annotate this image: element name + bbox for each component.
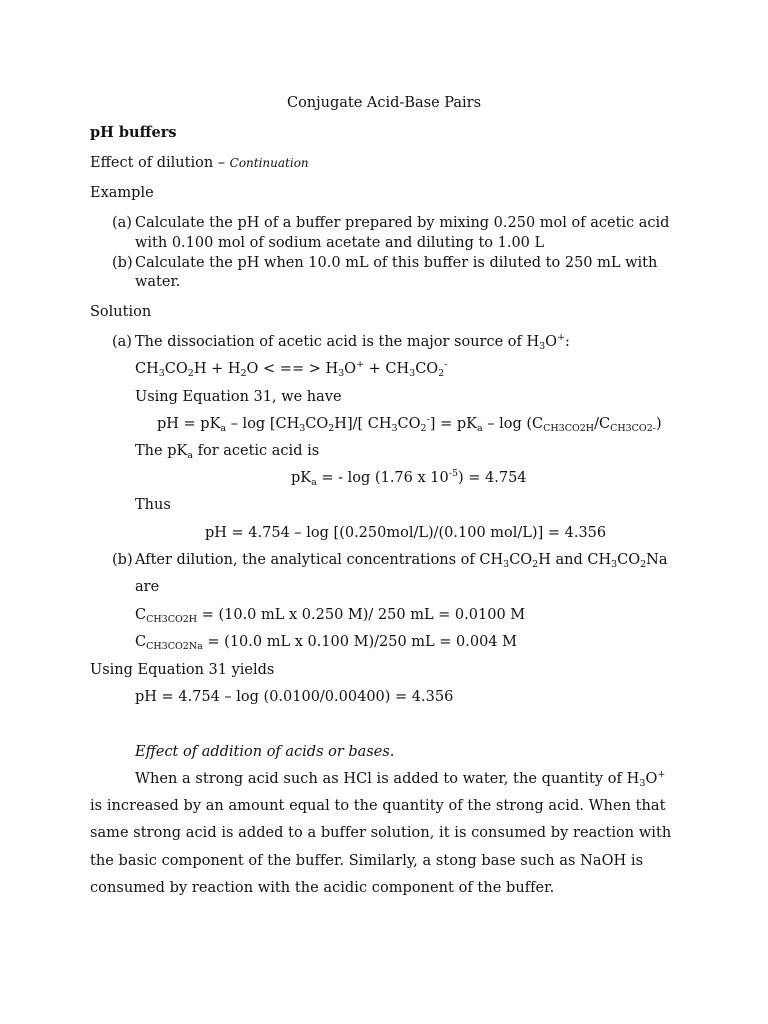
using-equation-31: Using Equation 31, we have [135, 389, 342, 405]
ph-expression: pH = $pK_a$ – $\log [CH_3CO_2H]/$[ $CH_3CO_2^-] = pK_a - \log (C_{CH3CO2H}/C_{CH3CO2-})$ [157, 414, 662, 434]
solution-a-intro-text: The dissociation of acetic acid is the major source of H [135, 334, 540, 350]
subheading [90, 154, 309, 172]
solution-b-marker: (b) [112, 552, 133, 568]
concentration-salt: $C_{CH3CO2Na} = (10.0$ mL x 0.100 M)/250 mL = 0.004 M [135, 634, 517, 652]
ph-result: pH = 4.754 – log [(0.250mol/L)/(0.100 mol/L)] = 4.356 [205, 525, 607, 541]
using-equation-31-yields: Using Equation 31 yields [90, 662, 275, 678]
example-a-marker: (a) [112, 215, 132, 231]
paragraph-line5: consumed by reaction with the acidic component of the buffer. [90, 880, 555, 896]
subheading-note: Continuation [229, 156, 309, 170]
pka-value: $pK_a$ = - log (1.76 x $10^{-5}) = 4.754$ [291, 468, 527, 488]
subheading-text: Effect of dilution – [90, 155, 230, 171]
dissociation-equation: $CH_3CO_2H + H_2O$ < == > $H_3O^+ + CH_3CO_2^-$ [135, 359, 448, 379]
paragraph-line1: When a strong acid such as HCl is added to water, the quantity of $H_3O^+$ [135, 769, 666, 789]
solution-b-line2: are [135, 579, 160, 595]
example-b-line2: water. [135, 274, 181, 290]
paragraph-line3: same strong acid is added to a buffer solution, it is consumed by reaction with [90, 825, 672, 841]
solution-a-marker: (a) [112, 334, 132, 350]
paragraph-line1-text: When a strong acid such as HCl is added to water, the quantity of H [135, 771, 640, 787]
example-a-line2: with 0.100 mol of sodium acetate and diluting to 1.00 L [135, 235, 545, 251]
paragraph-line4: the basic component of the buffer. Similarly, a stong base such as NaOH is [90, 853, 644, 869]
page-title: Conjugate Acid-Base Pairs [286, 95, 482, 111]
section2-heading: Effect of addition of acids or bases. [135, 744, 395, 760]
example-label: Example [90, 185, 154, 201]
section-heading: pH buffers [90, 124, 177, 141]
paragraph-line2: is increased by an amount equal to the quantity of the strong acid. When that [90, 798, 666, 814]
example-a-line1: Calculate the pH of a buffer prepared by mixing 0.250 mol of acetic acid [135, 215, 670, 231]
example-b-marker: (b) [112, 255, 133, 271]
solution-label: Solution [90, 304, 152, 320]
final-ph: pH = 4.754 – log (0.0100/0.00400) = 4.356 [135, 689, 454, 705]
example-b-line1: Calculate the pH when 10.0 mL of this buffer is diluted to 250 mL with [135, 255, 658, 271]
thus-label: Thus [135, 497, 171, 513]
concentration-acid: $C_{CH3CO2H} = (10.0$ mL x 0.250 M)/ 250 mL = 0.0100 M [135, 607, 526, 625]
solution-b-line1: After dilution, the analytical concentrations of $CH_3CO_2H$ and $CH_3CO_2Na$ [135, 552, 668, 570]
pka-intro: The $pK_a$ for acetic acid is [135, 443, 320, 461]
solution-a-intro: The dissociation of acetic acid is the major source of $H_3O^+$: [135, 332, 570, 352]
